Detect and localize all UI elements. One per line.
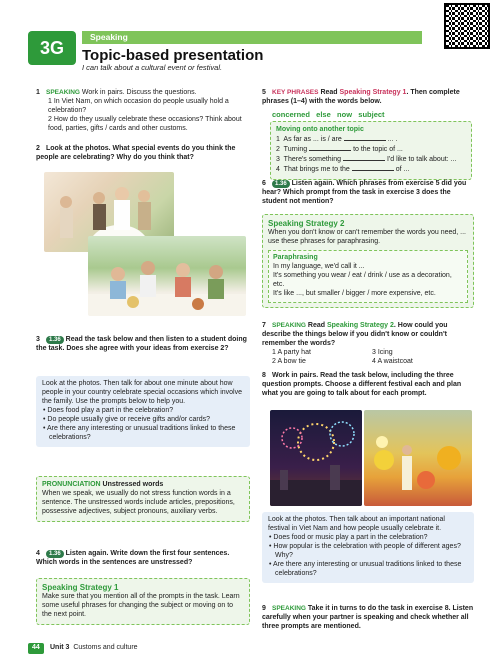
- ex7-options: 1 A party hat 3 Icing 2 A bow tie 4 A waistcoat: [272, 349, 413, 365]
- pronunciation-box: PRONUNCIATION Unstressed words When we speak, we usually do not stress function words in a sentence. The unstressed words include articles, prepositions, possessive adjectives, subject pronouns, auxiliary verbs.: [36, 476, 250, 522]
- exercise-9: 9 SPEAKING Take it in turns to do the task in exercise 8. Listen carefully when your partner is speaking and check whether all three prompts are mentioned.: [262, 605, 474, 630]
- paraphrasing-box: Paraphrasing In my language, we'd call it ... It's something you wear / eat / drink / use as a decoration, etc. It's like ..., but smaller / bigger / more expensive, etc.: [268, 250, 468, 303]
- photo-fireworks: [270, 410, 362, 506]
- task2-bullet: • How popular is the celebration with people of different ages? Why?: [268, 543, 468, 561]
- audio-icon[interactable]: 1.36: [46, 550, 64, 558]
- task-box-2: Look at the photos. Then talk about an important national festival in Viet Nam and how people usually celebrate it. • Does food or music play a part in the celebration? • How popular is the celebration with people of different ages? Why? • Are there any interesting or unusual traditions linked to these celebrations?: [262, 512, 474, 583]
- task1-bullet: • Are there any interesting or unusual traditions linked to these celebrations?: [42, 425, 244, 443]
- exercise-1: 1 SPEAKING Work in pairs. Discuss the questions. 1 In Viet Nam, on which occasion do people usually hold a celebration? 2 How do they usually celebrate these occasions? Think about food, parties, gifts / cards and other customs.: [36, 89, 250, 134]
- word-bank: concerned else now subject: [272, 110, 385, 119]
- phrase-item: 2 Turning to the topic of ...: [276, 145, 403, 153]
- audio-icon[interactable]: 1.36: [272, 180, 290, 188]
- qr-code: [444, 3, 490, 49]
- section-label: Speaking: [82, 31, 422, 44]
- task2-bullet: • Does food or music play a part in the celebration?: [268, 534, 468, 543]
- fireworks-illustration: [270, 410, 362, 506]
- ex1-item: 2 How do they usually celebrate these occasions? Think about food, parties, gifts / cards and other customs.: [48, 115, 242, 132]
- flower-festival-illustration: [364, 410, 472, 506]
- phrase-item: 3 There's something I'd like to talk about: ...: [276, 155, 457, 163]
- exercise-3: 3 1.36 Read the task below and then listen to a student doing the task. Does she agree with your ideas from exercise 2?: [36, 336, 247, 352]
- exercise-7: 7 SPEAKING Read Speaking Strategy 2. How could you describe the things below if you didn't know or couldn't remember the words?: [262, 322, 448, 347]
- exercise-8: 8 Work in pairs. Read the task below, including the three question prompts. Choose a different festival each and plan what you are going to talk about for each prompt.: [262, 372, 462, 397]
- phrase-item: 1 As far as ... is / are ... .: [276, 135, 398, 143]
- speaking-strategy-1: Speaking Strategy 1 Make sure that you mention all of the prompts in the task. Learn some useful phrases for changing the subject or moving on to the next point.: [36, 578, 250, 625]
- task1-bullet: • Does food play a part in the celebration?: [42, 407, 244, 416]
- phrase-item: 4 That brings me to the of ...: [276, 165, 410, 173]
- page-number: 44: [28, 643, 44, 654]
- exercise-4: 4 1.36 Listen again. Write down the first four sentences. Which words in the sentences are unstressed?: [36, 550, 230, 566]
- footer-unit: Unit 3 Customs and culture: [50, 644, 138, 651]
- lesson-title: Topic-based presentation: [82, 47, 264, 64]
- family-dinner-illustration: [88, 236, 246, 316]
- moving-onto-topic-box: Moving onto another topic 1 As far as ... is / are ... . 2 Turning to the topic of ... 3 There's something I'd like to talk about: ... 4 That brings me to the of ...: [270, 121, 472, 180]
- speaking-strategy-2: Speaking Strategy 2 When you don't know or can't remember the words you need, ... use these phrases for paraphrasing. Paraphrasing In my language, we'd call it ... It's something you wear / eat / drink / use as a decoration, etc. It's like ..., but smaller / bigger / more expensive, etc.: [262, 214, 474, 308]
- lesson-subtitle: I can talk about a cultural event or festival.: [82, 63, 223, 72]
- photo-flower-festival: [364, 410, 472, 506]
- task2-bullet: • Are there any interesting or unusual traditions linked to these celebrations?: [268, 561, 468, 579]
- unit-badge: 3G: [28, 31, 76, 65]
- task-box-1: Look at the photos. Then talk for about one minute about how people in your country celebrate special occasions which involve the family. Use the prompts below to help you. • Does food play a part in the celebration? • Do people usually give or receive gifts and/or cards? • Are there any interesting or unusual traditions linked to these celebrations?: [36, 376, 250, 447]
- ex1-item: 1 In Viet Nam, on which occasion do people usually hold a celebration?: [48, 97, 229, 114]
- photo-family-dinner: [88, 236, 246, 316]
- exercise-2: 2 Look at the photos. What special events do you think the people are celebrating? Why do you think that?: [36, 145, 236, 161]
- exercise-6: 6 1.36 Listen again. Which phrases from exercise 5 did you hear? Which prompt from the task in exercise 3 does the student not mention?: [262, 180, 467, 205]
- audio-icon[interactable]: 1.36: [46, 336, 64, 344]
- exercise-5: 5 KEY PHRASES Read Speaking Strategy 1. Then complete phrases (1–4) with the words below.: [262, 89, 460, 105]
- task1-bullet: • Do people usually give or receive gifts and/or cards?: [42, 416, 244, 425]
